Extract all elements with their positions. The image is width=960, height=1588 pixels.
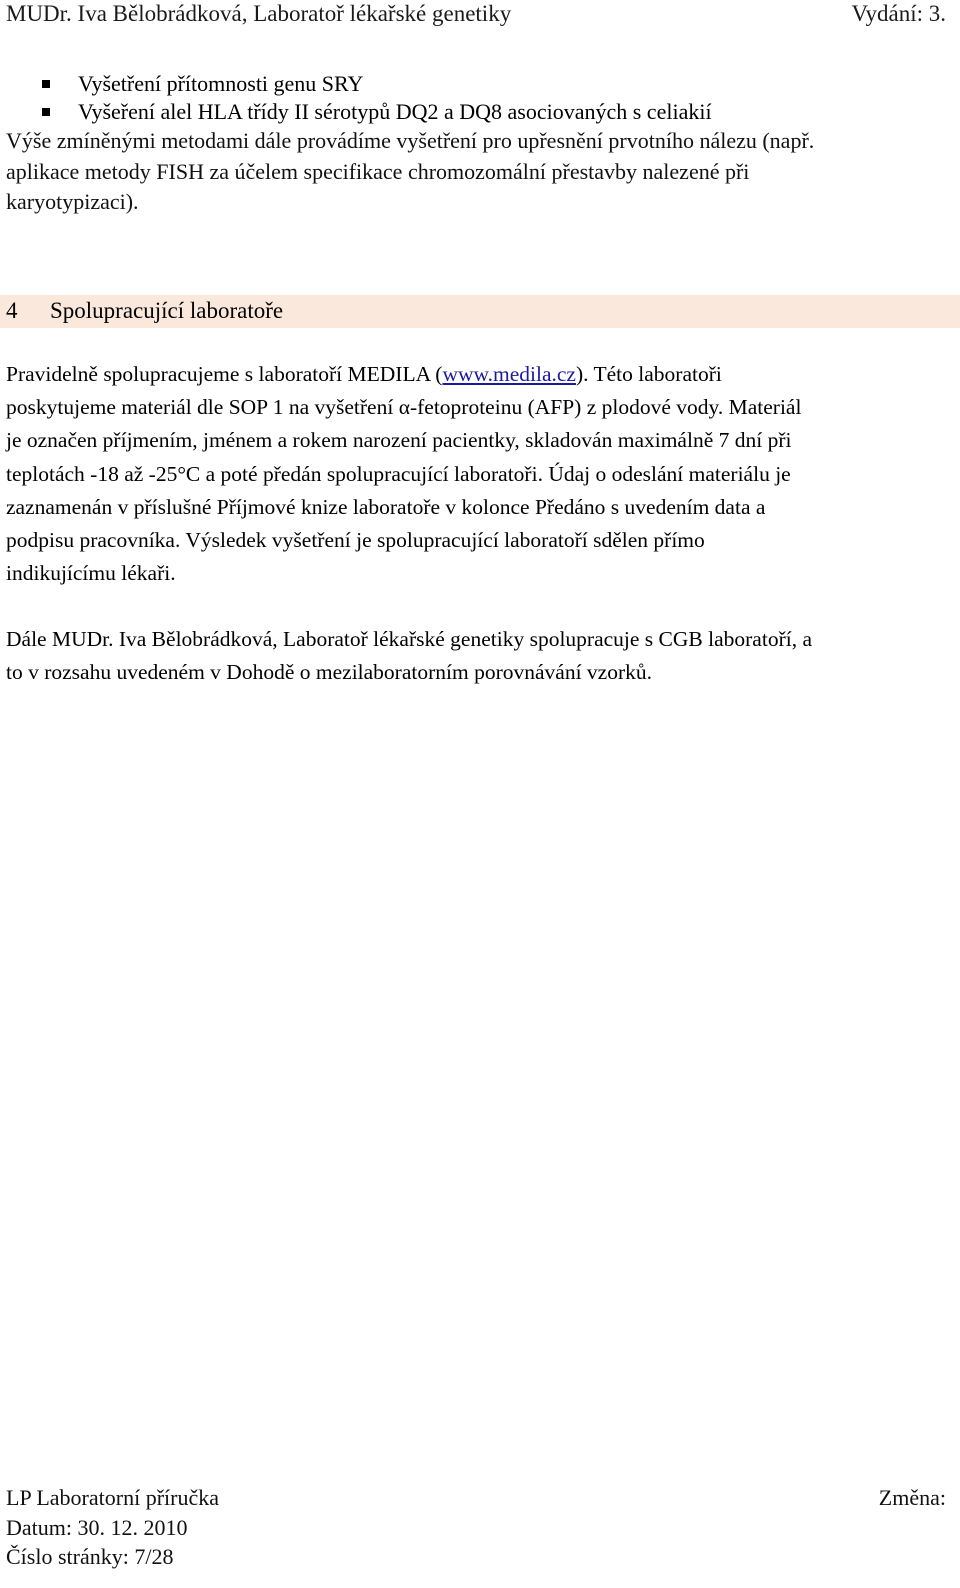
list-item-text: Vyšetření přítomnosti genu SRY (78, 71, 364, 96)
bullet-square-icon (42, 80, 50, 88)
paragraph-line (6, 360, 722, 388)
section-number: 4 (6, 298, 18, 323)
paragraph-text: Pravidelně spolupracujeme s laboratoří MEDILA ( (6, 362, 443, 386)
paragraph-line: podpisu pracovníka. Výsledek vyšetření je spolupracující laboratoří sdělen přímo (6, 528, 705, 552)
paragraph-line: Dále MUDr. Iva Bělobrádková, Laboratoř lékařské genetiky spolupracuje s CGB laboratoří, a (6, 627, 812, 651)
paragraph-line: indikujícímu lékaři. (6, 561, 176, 585)
section-title: Spolupracující laboratoře (50, 298, 284, 323)
paragraph-line: zaznamenán v příslušné Příjmové knize laboratoře v kolonce Předáno s uvedením data a (6, 495, 766, 519)
list-item (42, 98, 712, 126)
intro-text-line: aplikace metody FISH za účelem specifikace chromozomální přestavby nalezené při (6, 159, 750, 184)
medila-link[interactable]: www.medila.cz (442, 362, 576, 386)
footer-change-label: Změna: (878, 1485, 946, 1510)
list-item-text: Vyšeření alel HLA třídy II sérotypů DQ2 a DQ8 asociovaných s celiakií (78, 99, 712, 124)
paragraph-line: to v rozsahu uvedeném v Dohodě o mezilaboratorním porovnávání vzorků. (6, 660, 653, 684)
intro-text-line: karyotypizaci). (6, 189, 139, 214)
header-edition: Vydání: 3. (851, 1, 946, 26)
footer-date: Datum: 30. 12. 2010 (6, 1515, 188, 1540)
paragraph-text: ). Této laboratoři (575, 362, 722, 386)
paragraph-line: je označen příjmením, jménem a rokem narození pacientky, skladován maximálně 7 dní při (6, 428, 792, 452)
paragraph-line: poskytujeme materiál dle SOP 1 na vyšetření α-fetoproteinu (AFP) z plodové vody. Materiál (6, 395, 802, 419)
header-organization: MUDr. Iva Bělobrádková, Laboratoř lékařské genetiky (6, 1, 512, 26)
intro-text-line: Výše zmíněnými metodami dále provádíme vyšetření pro upřesnění prvotního nálezu (např. (6, 128, 815, 153)
list-item (42, 70, 363, 98)
paragraph-line: teplotách -18 až -25°C a poté předán spolupracující laboratoři. Údaj o odeslání materiálu je (6, 462, 791, 486)
bullet-square-icon (42, 108, 50, 116)
footer-document-name: LP Laboratorní příručka (6, 1485, 219, 1510)
footer-page-number: Číslo stránky: 7/28 (6, 1544, 174, 1569)
